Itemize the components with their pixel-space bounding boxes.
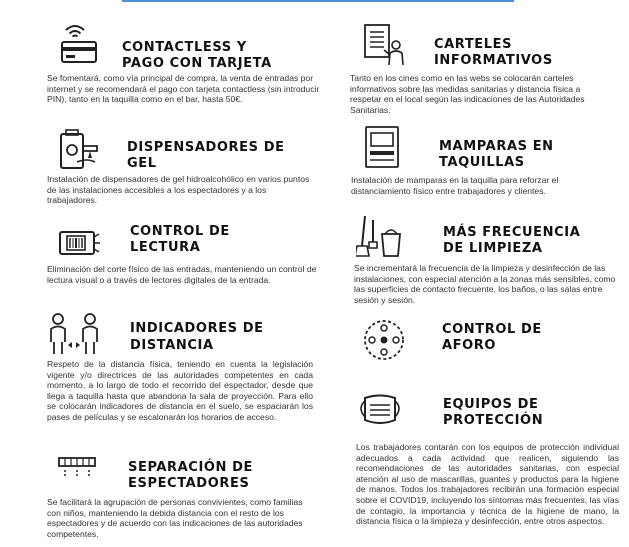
lectura-title-line2: LECTURA [130, 240, 201, 255]
contactless-title-line1: CONTACTLESS Y [122, 40, 247, 55]
limpieza-title-line2: DE LIMPIEZA [443, 241, 543, 256]
information-poster-icon [362, 23, 406, 67]
ticket-scanner-icon [57, 221, 101, 265]
distancia-text: Respeto de la distancia física, teniendo en cuenta la legislación vigente y/o directrices de las autoridades competentes en cada momento, a lo largo de todo el recorrido del espectador, desde que llega a taquilla hasta que abandona la sala de proyección. Para ello se colocarán indicadores de distancia en el suelo, se espaciarán los pases de películas y se escalonarán los horarios de acceso. [47, 359, 313, 422]
separacion-title-line1: SEPARACIÓN DE [128, 460, 254, 475]
limpieza-text: Se incrementará la frecuencia de la limpieza y desinfección de las instalaciones, con especial atención a la zonas más sensibles, como las superficies de contacto frecuente, los baños, o las salas entre sesión y sesión. [354, 263, 616, 305]
limpieza-title-line1: MÁS FRECUENCIA [443, 225, 581, 240]
carteles-title-line2: INFORMATIVOS [434, 53, 553, 68]
separacion-text: Se facilitará la agrupación de personas convivientes, como familias con niños, manteniendo la debida distancia con el resto de los espectadores y de acuerdo con las indicaciones de las autoridades competentes. [47, 497, 303, 539]
aforo-title-line1: CONTROL DE [442, 322, 542, 337]
dispensadores-text: Instalación de dispensadores de gel hidroalcohólico en varios puntos de las instalaciones accesibles a los espectadores y a los trabajadores. [47, 174, 310, 206]
contactless-card-icon [57, 20, 101, 64]
mamparas-title-line1: MAMPARAS EN [439, 139, 554, 154]
separacion-title-line2: ESPECTADORES [128, 476, 250, 491]
proteccion-title-line1: EQUIPOS DE [443, 397, 539, 412]
mamparas-title-line2: TAQUILLAS [439, 155, 525, 170]
face-mask-icon [355, 388, 405, 432]
carteles-title-line1: CARTELES [434, 37, 513, 52]
proteccion-text: Los trabajadores contarán con los equipos de protección individual adecuados a cada actividad que realicen, siguiendo las recomendaciones de las autoridades sanitarias, con especial atención al uso de mascarillas, guantes y productos para la higiene de manos. Todos los trabajadores recibirán una formación especial sobre el COVID19, incluyendo los síntomas más frecuentes, las vías de contagio, la importancia y técnica de la higiene de mano, la distancia física o la limpieza y desinfección, entre otros aspectos. [356, 442, 619, 527]
contactless-title-line2: PAGO CON TARJETA [122, 56, 272, 71]
contactless-text: Se fomentará, como vía principal de compra, la venta de entradas por internet y se recomendará el pago con tarjeta contactless (sin introducir PIN), tanto en la taquilla como en el bar, hasta 50€. [47, 73, 320, 105]
capacity-control-icon [362, 318, 406, 362]
distancia-title-line2: DISTANCIA [130, 338, 214, 353]
top-divider-line [122, 0, 514, 2]
lectura-text: Eliminación del corte físico de las entradas, manteniendo un control de lectura visual o a través de lectores digitales de la entrada. [47, 264, 317, 285]
lectura-title-line1: CONTROL DE [130, 224, 230, 239]
gel-dispenser-icon [57, 128, 101, 172]
distancia-title-line1: INDICADORES DE [130, 321, 264, 336]
social-distance-icon [48, 312, 100, 356]
mamparas-text: Instalación de mamparas en la taquilla para reforzar el distanciamiento físico entre trabajadores y clientes. [351, 175, 559, 196]
dispensadores-title-line2: GEL [127, 156, 157, 171]
aforo-title-line2: AFORO [442, 338, 497, 353]
ticket-booth-screen-icon [362, 125, 406, 169]
dispensadores-title-line1: DISPENSADORES DE [127, 140, 285, 155]
proteccion-title-line2: PROTECCIÓN [443, 413, 544, 428]
cleaning-tools-icon [356, 214, 404, 258]
seat-separation-icon [55, 448, 99, 492]
carteles-text: Tanto en los cines como en las webs se colocarán carteles informativos sobre las medidas sanitarias y distancia física a respetar en el local según las indicaciones de las Autoridades Sanitarias. [350, 73, 585, 115]
